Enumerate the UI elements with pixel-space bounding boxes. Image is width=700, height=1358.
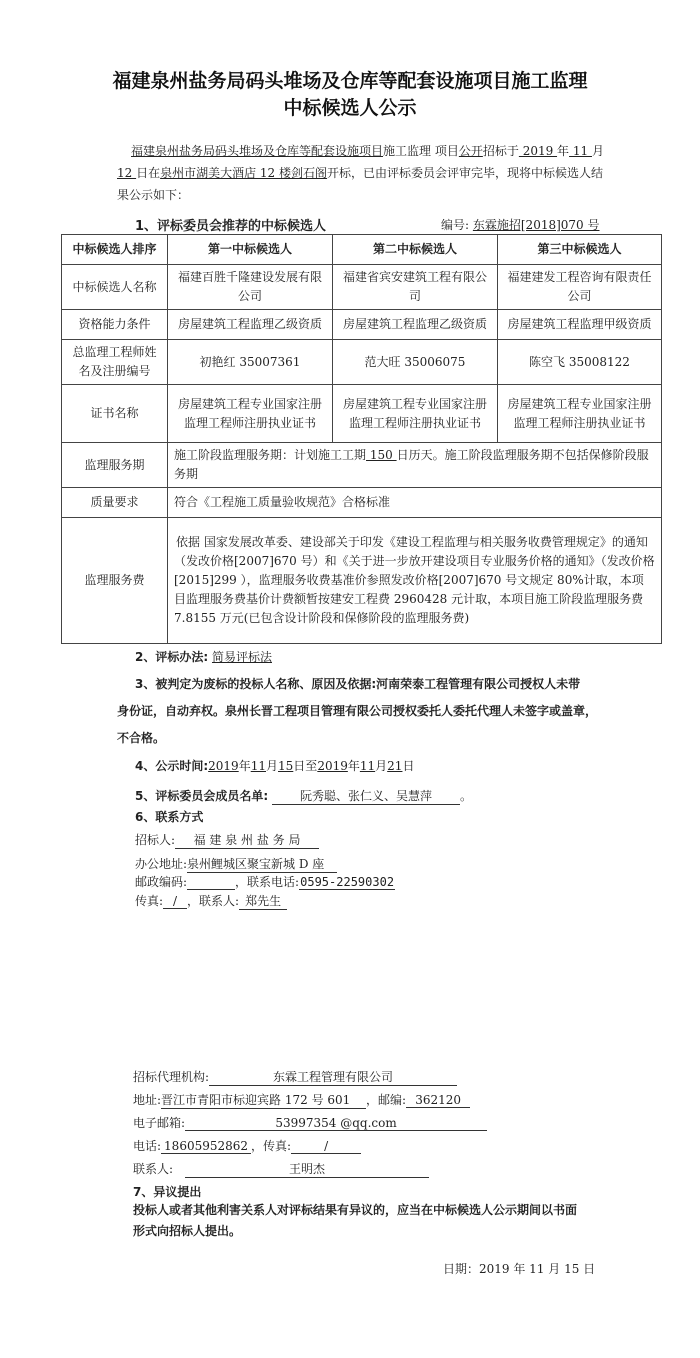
date-sep: 月 (375, 759, 388, 773)
open-day: 12 (117, 166, 137, 180)
fax-label: 传真: (135, 894, 164, 908)
code-label: 编号: (441, 218, 470, 232)
service-days: 150 (366, 448, 397, 462)
agent-value: 东霖工程管理有限公司 (209, 1068, 457, 1086)
agency-contact-value: 王明杰 (185, 1160, 429, 1178)
section3-line3: 不合格。 (117, 731, 166, 745)
email-line (133, 1114, 487, 1131)
tender-mode: 公开 (458, 144, 483, 158)
agency-phone-value: 18605952862 (161, 1139, 251, 1154)
section1-heading: 1、评标委员会推荐的中标候选人 (135, 219, 327, 234)
table-row (62, 518, 662, 644)
section4-heading: 4、公示时间: (135, 759, 209, 773)
table-header-row (62, 235, 662, 265)
tenderer-label: 招标人: (135, 833, 176, 847)
tenderer-value: 福 建 泉 州 盐 务 局 (175, 831, 319, 849)
intro-text: 开标，已由评标委员会评审完毕，现将中标候选人结果公示如下： (117, 166, 604, 202)
section5-heading: 5、评标委员会成员名单: (135, 789, 269, 803)
section7-line1: 投标人或者其他利害关系人对评标结果有异议的，应当在中标候选人公示期间以书面 (133, 1203, 578, 1217)
date-part: 21 (387, 759, 403, 773)
table-header-cell: 中标候选人排序 (62, 235, 168, 265)
agency-fax-label: ，传真: (251, 1139, 292, 1153)
table-header-cell: 第二中标候选人 (333, 235, 498, 265)
project-name: 福建泉州盐务局码头堆场及仓库等配套设施项目 (131, 144, 384, 158)
open-place: 泉州市湖美大酒店 12 楼剑石阁 (160, 166, 328, 180)
table-cell: 房屋建筑工程监理乙级资质 (333, 310, 498, 340)
row-label: 证书名称 (62, 385, 168, 443)
quality-cell: 符合《工程施工质量验收规范》合格标准 (168, 488, 662, 518)
section5 (135, 787, 472, 805)
table-row (62, 310, 662, 340)
table-cell: 初艳红 35007361 (168, 340, 333, 385)
date-part: 11 (250, 759, 266, 773)
section3-text: 河南荣泰工程管理有限公司授权人未带 (376, 677, 581, 691)
row-label: 总监理工程师姓名及注册编号 (62, 340, 168, 385)
agency-phone-label: 电话: (133, 1139, 162, 1153)
table-cell: 房屋建筑工程监理甲级资质 (498, 310, 662, 340)
contact-label: ，联系人: (187, 894, 240, 908)
fax-value: / (163, 894, 187, 909)
row-label: 监理服务费 (62, 518, 168, 644)
email-value: 53997354 @qq.com (185, 1116, 487, 1131)
date-part: 2019 (317, 759, 348, 773)
table-cell: 范大旺 35006075 (333, 340, 498, 385)
agency-phone-line (133, 1137, 361, 1154)
postcode-label: 邮政编码: (135, 875, 188, 889)
post-value: 362120 (406, 1093, 470, 1108)
table-cell: 房屋建筑工程专业国家注册监理工程师注册执业证书 (333, 385, 498, 443)
table-cell: 房屋建筑工程监理乙级资质 (168, 310, 333, 340)
phone-value: 0595-22590302 (300, 875, 395, 889)
fee-cell: 依据 国家发展改革委、建设部关于印发《建设工程监理与相关服务收费管理规定》的通知（发改价格[2007]670 号）和《关于进一步放开建设项目专业服务价格的通知》（发改价格[2015]299 ），监理服务收费基准价参照发改价格[2007]670 号文规定 80%计取，本项目监理服务费基价计费额暂按建安工程费 2960428 元计取，本项目施工阶段监理服务费 7.8155 万元(已包含设计阶段和保修阶段的监理服务费) (168, 518, 662, 644)
document-title: 福建泉州盐务局码头堆场及仓库等配套设施项目施工监理 (112, 70, 588, 92)
table-row (62, 340, 662, 385)
table-row (62, 385, 662, 443)
date-part: 2019 (208, 759, 239, 773)
table-cell: 福建省宾安建筑工程有限公司 (333, 265, 498, 310)
intro-text: 招标于 (482, 144, 519, 158)
table-row (62, 443, 662, 488)
date-sep: 月 (266, 759, 279, 773)
service-period-cell (168, 443, 662, 488)
code-value: 东霖施招[2018]070 号 (472, 218, 600, 232)
row-label: 资格能力条件 (62, 310, 168, 340)
office-value: 泉州鲤城区聚宝新城 D 座 (187, 855, 337, 873)
section7-line2: 形式向招标人提出。 (133, 1224, 242, 1238)
table-row (62, 488, 662, 518)
post-label: ，邮编: (366, 1093, 407, 1107)
intro-text: 年 (557, 144, 570, 158)
open-year: 2019 (518, 144, 558, 158)
cell-text: 施工阶段监理服务期：计划施工工期 (174, 448, 367, 462)
section3-heading: 3、被判定为废标的投标人名称、原因及依据: (135, 677, 377, 691)
date-part: 11 (359, 759, 376, 773)
candidates-table (61, 234, 662, 644)
intro-text: 施工监理 项目 (383, 144, 459, 158)
table-cell: 房屋建筑工程专业国家注册监理工程师注册执业证书 (168, 385, 333, 443)
agent-line (133, 1068, 457, 1086)
section2 (135, 648, 272, 665)
date-part: 15 (278, 759, 294, 773)
section6-heading: 6、联系方式 (135, 810, 204, 824)
table-row (62, 265, 662, 310)
section3-line1 (135, 675, 580, 692)
date-sep: 年 (238, 759, 251, 773)
committee-members: 阮秀聪、张仁义、吴慧萍 (272, 787, 460, 805)
agency-contact-line (133, 1160, 429, 1178)
table-header-cell: 第一中标候选人 (168, 235, 333, 265)
open-month: 11 (569, 144, 592, 158)
office-label: 办公地址: (135, 857, 188, 871)
address-label: 地址: (133, 1093, 162, 1107)
agency-fax-value: / (291, 1139, 361, 1154)
email-label: 电子邮箱: (133, 1116, 186, 1130)
office-line (135, 855, 337, 873)
row-label: 质量要求 (62, 488, 168, 518)
agent-label: 招标代理机构: (133, 1070, 210, 1084)
date-sep: 日至 (293, 759, 318, 773)
publish-date: 日期：2019 年 11 月 15 日 (443, 1262, 596, 1276)
agency-address-line (133, 1091, 470, 1109)
intro-text: 月 (591, 144, 604, 158)
date-sep: 日 (402, 759, 415, 773)
address-value: 晋江市青阳市标迎宾路 172 号 601 (161, 1091, 366, 1109)
intro-paragraph (117, 140, 612, 206)
evaluation-method: 简易评标法 (211, 650, 272, 664)
fax-line (135, 892, 287, 910)
section7-heading: 7、异议提出 (133, 1185, 202, 1199)
contact-value: 郑先生 (239, 892, 287, 910)
section5-end: 。 (459, 789, 472, 803)
date-sep: 年 (347, 759, 360, 773)
document-subtitle: 中标候选人公示 (283, 97, 417, 119)
tenderer-line (135, 831, 319, 849)
section1-code (441, 216, 600, 233)
section4 (135, 757, 414, 774)
phone-label: ，联系电话: (235, 875, 300, 889)
table-cell: 陈空飞 35008122 (498, 340, 662, 385)
table-cell: 房屋建筑工程专业国家注册监理工程师注册执业证书 (498, 385, 662, 443)
table-header-cell: 第三中标候选人 (498, 235, 662, 265)
section2-heading: 2、评标办法: (135, 650, 209, 664)
postcode-value (187, 875, 235, 890)
agency-contact-label: 联系人: (133, 1162, 174, 1176)
postcode-line (135, 873, 395, 890)
section3-line2: 身份证，自动弃权。泉州长晋工程项目管理有限公司授权委托人委托代理人未签字或盖章， (117, 704, 598, 718)
table-cell: 福建建发工程咨询有限责任公司 (498, 265, 662, 310)
table-cell: 福建百胜千隆建设发展有限公司 (168, 265, 333, 310)
intro-text: 日在 (136, 166, 161, 180)
row-label: 中标候选人名称 (62, 265, 168, 310)
row-label: 监理服务期 (62, 443, 168, 488)
cell-text: 日历天。施工阶段监理服务期不包括保修阶段服务期 (174, 448, 649, 481)
